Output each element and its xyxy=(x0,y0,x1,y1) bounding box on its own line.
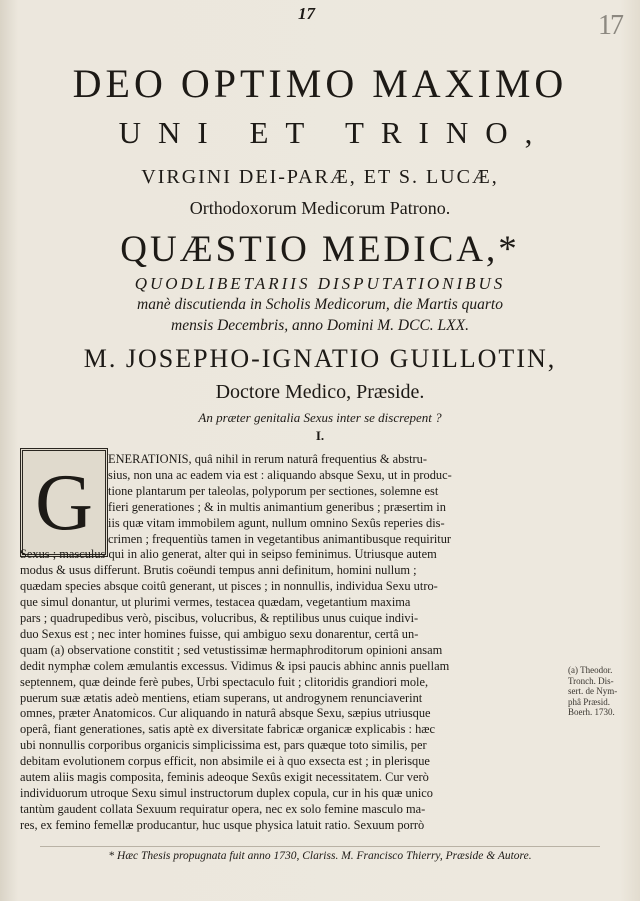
body-line: omnes, præter Anatomicos. Cur aliquando in naturâ absque Sexu, sæpius utriusque xyxy=(20,706,431,721)
president-title: Doctore Medico, Præside. xyxy=(215,381,425,403)
margin-note-line: (a) Theodor. xyxy=(568,665,613,675)
footnote: * Hæc Thesis propugnata fuit anno 1730, Clariss. M. Francisco Thierry, Præside & Autore. xyxy=(108,850,532,862)
body-line: iis quæ vitam immobilem agunt, nullum omnino Sexûs reperies dis- xyxy=(108,515,445,530)
margin-note-line: phâ Præsid. xyxy=(568,696,611,707)
body-line: septennem, quæ deinde ferè pubes, Urbi spectaculo fuit ; clitoridis grandiori mole, xyxy=(20,674,429,689)
thesis-title: QUÆSTIO MEDICA,* xyxy=(120,229,520,270)
margin-note xyxy=(568,665,638,718)
margin-note-line: Boerh. 1730. xyxy=(568,707,615,717)
body-line: quædam species absque coitû generant, ut pisces ; in nonnullis, individua Sexu utro- xyxy=(20,579,438,594)
body-line: operâ, fiant generationes, satis aptè ex diversitate fabricæ organicæ explicabis : hæc xyxy=(20,722,436,737)
corner-mark: 17 xyxy=(598,10,622,41)
body-line: dedit nymphæ colem æmulantis excessus. Vidimus & ipsi paucis abhinc annis puellam xyxy=(20,658,450,673)
footnote-divider xyxy=(40,846,600,847)
president-name: M. JOSEPHO-IGNATIO GUILLOTIN, xyxy=(83,344,557,373)
question-line: An præter genitalia Sexus inter se discrepent ? xyxy=(198,410,442,425)
body-line: quam (a) observatione constitit ; sed vetustissimæ hermaphroditorum opinioni ansam xyxy=(20,642,443,657)
dedication-line-4: Orthodoxorum Medicorum Patrono. xyxy=(189,198,451,218)
margin-note-line: Tronch. Dis- xyxy=(568,675,614,686)
drop-cap: G xyxy=(20,448,108,557)
body-line: que simul donantur, ut plurimi vermes, testacea quædam, vegetantium maxima xyxy=(20,595,411,610)
disputation-heading: QUODLIBETARIIS DISPUTATIONIBUS xyxy=(134,274,506,293)
body-line: res, ex femino femellæ producantur, huc usque physica latuit ratio. Sexuum porrò xyxy=(20,817,425,832)
disputation-date: mensis Decembris, anno Domini M. DCC. LXX. xyxy=(171,317,469,334)
body-line: individuorum utroque Sexu simul instructorum duplex copula, cur in his quæ unico xyxy=(20,785,433,800)
body-line: ENERATIONIS, quâ nihil in rerum naturâ frequentius & abstru- xyxy=(108,452,427,466)
body-line: debitam evolutionem corpus efficit, non absimile ei à quo exsecta est ; in plerisque xyxy=(20,754,430,769)
page-number: 17 xyxy=(298,4,315,23)
body-line: crimen ; frequentiùs tamen in vegetantibus animantibusque requiritur xyxy=(108,531,452,546)
body-line: tione plantarum per taleolas, polyporum per sectiones, solemne est xyxy=(108,483,439,498)
body-line: sius, non una ac eadem via est : aliquando absque Sexu, ut in produc- xyxy=(108,467,452,482)
body-line: pars ; quadrupedibus verò, piscibus, volucribus, & reptilibus unus cuique indivi- xyxy=(20,611,419,625)
body-line: modus & usus differunt. Brutis coëundi tempus anni definitum, homini nullum ; xyxy=(20,563,417,578)
margin-note-line: sert. de Nym- xyxy=(568,686,618,696)
disputation-line-1: manè discutienda in Scholis Medicorum, die Martis quarto xyxy=(137,296,503,313)
dedication-line-2: UNI ET TRINO, xyxy=(118,115,550,150)
body-line: fieri generationes ; & in multis animantium generibus ; præsertim in xyxy=(108,499,446,514)
body-line: Sexus ; masculus qui in alio generat, alter qui in seipso feminimus. Utriusque autem xyxy=(20,547,437,562)
section-number: I. xyxy=(315,428,325,443)
dedication-line-3: VIRGINI DEI-PARÆ, ET S. LUCÆ, xyxy=(141,166,499,188)
body-line: autem aliis magis composita, feminis adeoque Sexûs exigit necessitatem. Cur verò xyxy=(20,770,429,784)
dedication-line-1: DEO OPTIMO MAXIMO xyxy=(72,61,568,106)
body-line: ubi nonnullis corporibus organicis simplicissima est, pars quæque toto similis, per xyxy=(20,738,427,753)
body-line: duo Sexus est ; nec inter homines fuisse, qui ambiguo sexu donarentur, certâ un- xyxy=(20,626,419,641)
body-line: tantùm gaudent collata Sexuum requiratur opera, nec ex solo femine masculo ma- xyxy=(20,801,426,816)
body-line: puerum suæ ætatis adeò mentiens, etiam superans, ut androgynem renunciaverint xyxy=(20,690,423,705)
